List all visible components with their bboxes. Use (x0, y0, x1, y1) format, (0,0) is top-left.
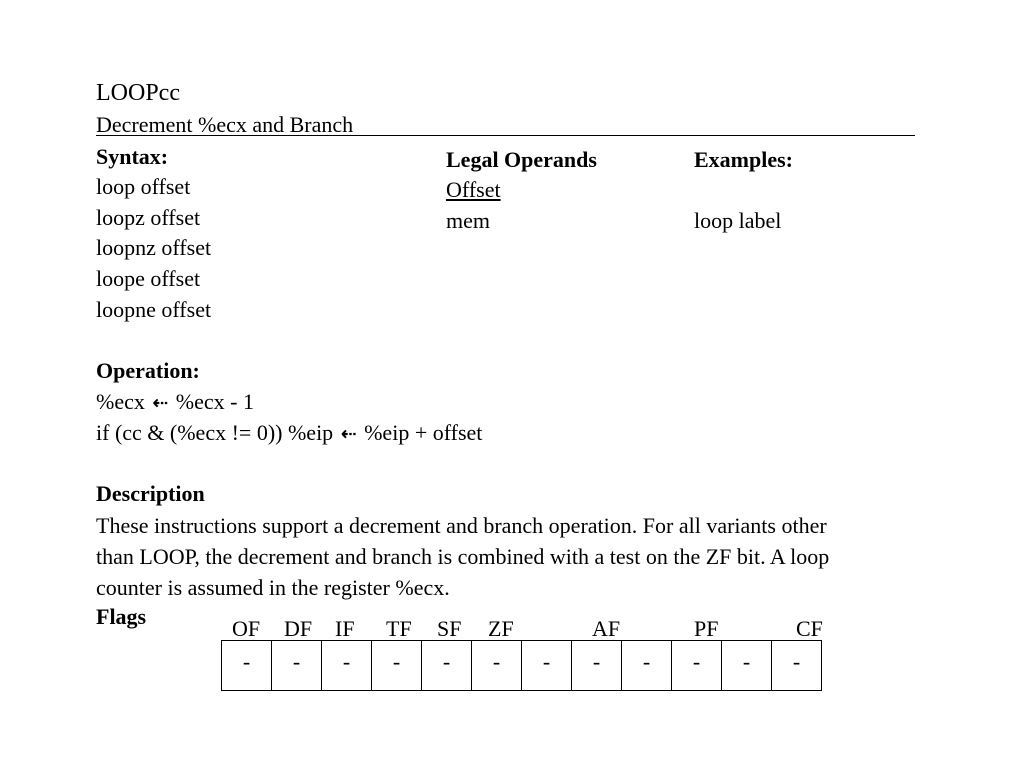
operation-line-2-left: if (cc & (%ecx != 0)) %eip (96, 420, 334, 445)
operation-line-1-left: %ecx (96, 389, 145, 414)
page-subtitle: Decrement %ecx and Branch (96, 112, 354, 137)
flag-cell: - (672, 641, 722, 691)
flag-label-cf: CF (796, 616, 823, 641)
flag-label-pf: PF (694, 616, 719, 641)
flag-cell: - (472, 641, 522, 691)
description-heading: Description (96, 481, 205, 506)
operand-item: mem (446, 208, 490, 233)
flag-label-df: DF (284, 616, 313, 641)
syntax-line: loopnz offset (96, 235, 212, 260)
operation-line-1-right: %ecx - 1 (175, 389, 254, 414)
description-line: than LOOP, the decrement and branch is combined with a test on the ZF bit. A loop (96, 544, 830, 569)
flags-heading: Flags (96, 604, 147, 629)
flag-cell: - (722, 641, 772, 691)
syntax-line: loopz offset (96, 205, 201, 230)
subtitle-underline (96, 114, 915, 136)
operands-offset-label: Offset (446, 177, 501, 202)
flag-label-af: AF (592, 616, 621, 641)
examples-heading: Examples: (694, 147, 793, 172)
legal-operands-heading: Legal Operands (446, 147, 597, 172)
syntax-line: loope offset (96, 266, 201, 291)
operation-line-1 (96, 391, 254, 413)
flag-cell: - (772, 641, 822, 691)
page-title: LOOPcc (96, 80, 180, 106)
flag-cell: - (222, 641, 272, 691)
flag-cell: - (322, 641, 372, 691)
left-arrow-icon: ⇠ (152, 392, 169, 414)
description-line: counter is assumed in the register %ecx. (96, 575, 450, 600)
operation-heading: Operation: (96, 358, 200, 383)
flag-label-tf: TF (386, 616, 412, 641)
flag-cell: - (572, 641, 622, 691)
flag-cell: - (372, 641, 422, 691)
flag-label-if: IF (335, 616, 355, 641)
flag-label-zf: ZF (488, 616, 514, 641)
flag-cell: - (422, 641, 472, 691)
flag-cell: - (622, 641, 672, 691)
flag-cell: - (272, 641, 322, 691)
example-item: loop label (694, 208, 782, 233)
flag-label-sf: SF (437, 616, 462, 641)
syntax-line: loopne offset (96, 297, 212, 322)
description-line: These instructions support a decrement and branch operation. For all variants other (96, 513, 827, 538)
flag-label-of: OF (232, 616, 261, 641)
operation-line-2-right: %eip + offset (364, 420, 483, 445)
left-arrow-icon: ⇠ (340, 423, 357, 445)
description-text (96, 510, 976, 603)
syntax-line: loop offset (96, 174, 191, 199)
flags-table (221, 640, 822, 691)
operation-line-2 (96, 422, 482, 444)
flag-cell: - (522, 641, 572, 691)
flags-row (222, 641, 822, 691)
syntax-heading: Syntax: (96, 144, 169, 169)
